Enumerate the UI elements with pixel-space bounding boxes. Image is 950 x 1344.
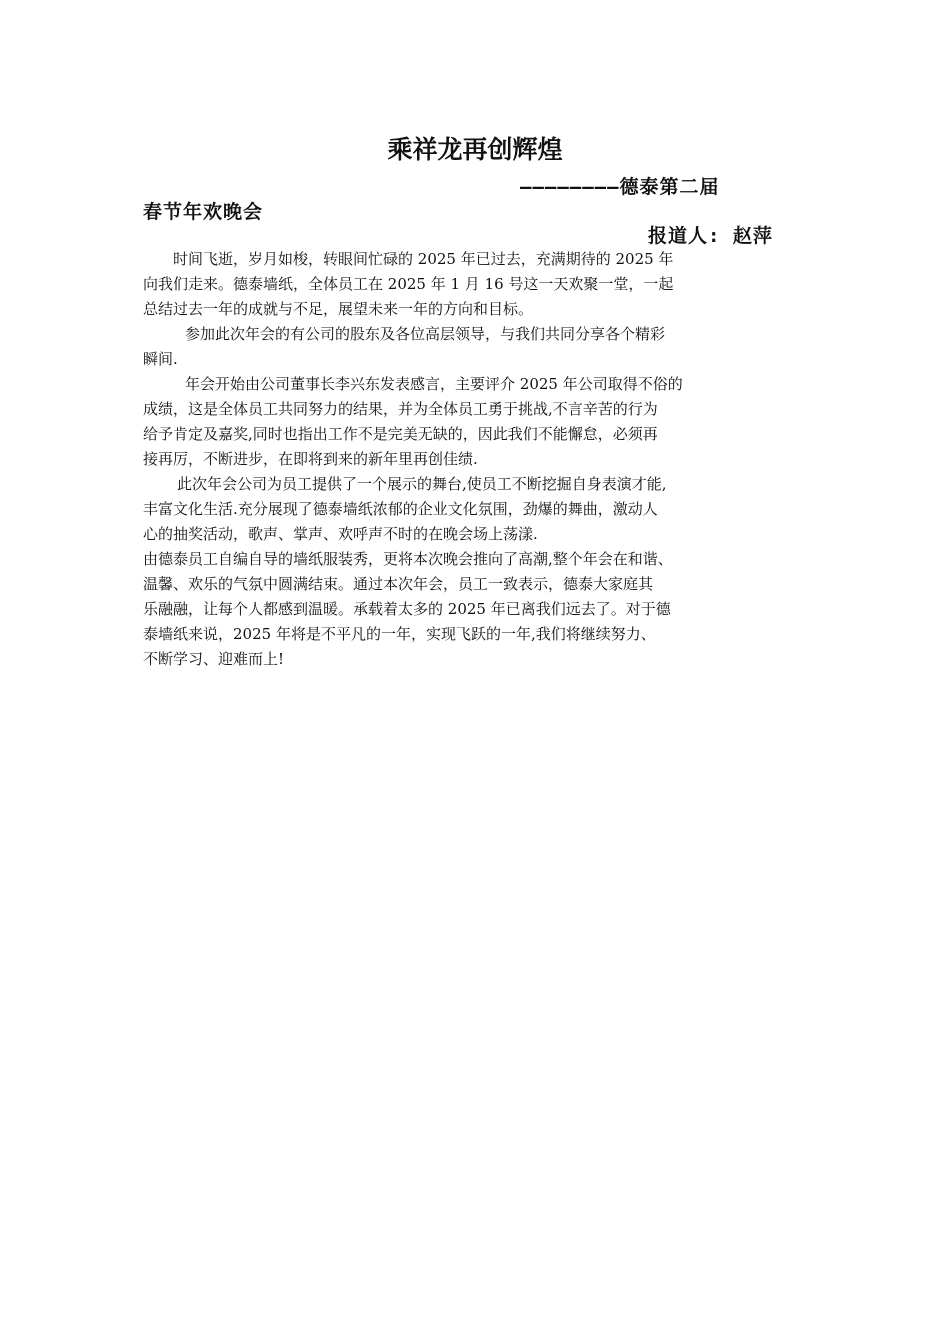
body-line: 成绩，这是全体员工共同努力的结果，并为全体员工勇于挑战,不言辛苦的行为 (143, 400, 658, 418)
article-title: 乘祥龙再创辉煌 (387, 135, 563, 164)
body-line: 时间飞逝，岁月如梭，转眼间忙碌的 2025 年已过去，充满期待的 2025 年 (173, 250, 674, 268)
article-subtitle: ————————德泰第二届 (520, 176, 720, 198)
body-line: 参加此次年会的有公司的股东及各位高层领导，与我们共同分享各个精彩 (185, 325, 666, 343)
body-line: 总结过去一年的成就与不足，展望未来一年的方向和目标。 (143, 300, 534, 318)
reporter-byline: 报道人: 赵萍 (648, 225, 773, 247)
body-line: 接再厉，不断进步，在即将到来的新年里再创佳绩. (143, 450, 478, 468)
body-line: 温馨、欢乐的气氛中圆满结束。通过本次年会，员工一致表示，德泰大家庭其 (143, 575, 654, 593)
body-line: 乐融融，让每个人都感到温暖。承载着太多的 2025 年已离我们远去了。对于德 (143, 600, 671, 618)
body-line: 泰墙纸来说，2025 年将是不平凡的一年，实现飞跃的一年,我们将继续努力、 (143, 625, 656, 643)
body-line: 年会开始由公司董事长李兴东发表感言，主要评介 2025 年公司取得不俗的 (185, 375, 683, 393)
article-body (143, 247, 823, 672)
body-line: 丰富文化生活.充分展现了德泰墙纸浓郁的企业文化氛围，劲爆的舞曲，激动人 (143, 500, 658, 518)
body-line: 此次年会公司为员工提供了一个展示的舞台,使员工不断挖掘自身表演才能, (177, 475, 667, 493)
body-line: 不断学习、迎难而上! (143, 650, 285, 668)
body-line: 给予肯定及嘉奖,同时也指出工作不是完美无缺的，因此我们不能懈怠，必须再 (143, 425, 658, 443)
article-subtitle-continued: 春节年欢晚会 (143, 201, 264, 223)
body-line: 向我们走来。德泰墙纸，全体员工在 2025 年 1 月 16 号这一天欢聚一堂，一起 (143, 275, 674, 293)
body-line: 瞬间. (143, 350, 178, 368)
body-line: 由德泰员工自编自导的墙纸服装秀，更将本次晚会推向了高潮,整个年会在和谐、 (143, 550, 673, 568)
body-line: 心的抽奖活动，歌声、掌声、欢呼声不时的在晚会场上荡漾. (143, 525, 538, 543)
